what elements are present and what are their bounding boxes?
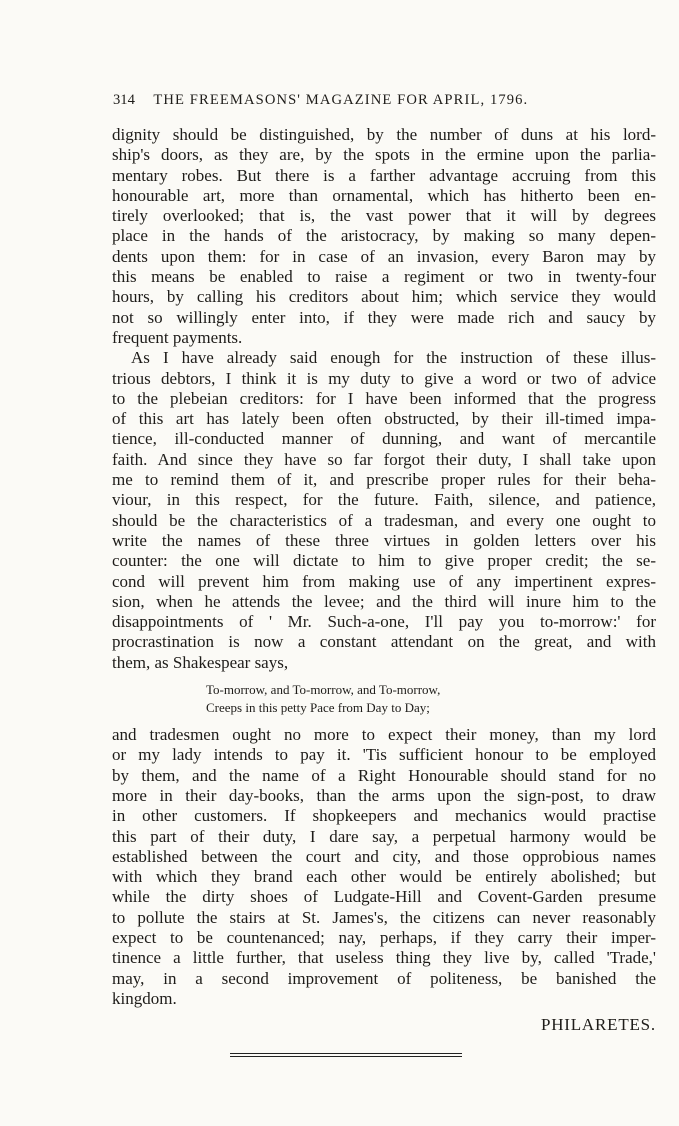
text-line: expect to be countenanced; nay, perhaps, if they carry their imper- — [112, 927, 656, 947]
text-line: ship's doors, as they are, by the spots in the ermine upon the parlia- — [112, 145, 656, 165]
text-line: honourable art, more than ornamental, which has hitherto been en- — [112, 185, 656, 205]
end-rule — [230, 1056, 462, 1057]
text-line: trious debtors, I think it is my duty to give a word or two of advice — [112, 368, 656, 388]
text-line: dents upon them: for in case of an invasion, every Baron may by — [112, 246, 656, 266]
shakespeare-quote — [112, 681, 656, 717]
text-line: As I have already said enough for the instruction of these illus- — [131, 348, 656, 368]
text-line: procrastination is now a constant attendant on the great, and with — [112, 632, 656, 652]
text-line: them, as Shakespear says, — [112, 652, 289, 672]
text-line: cond will prevent him from making use of any impertinent expres- — [112, 571, 656, 591]
text-line: established between the court and city, and those opprobious names — [112, 846, 656, 866]
text-line: to the plebeian creditors: for I have been informed that the progress — [112, 388, 656, 408]
text-line: tience, ill-conducted manner of dunning, and want of mercantile — [112, 429, 656, 449]
text-line: tirely overlooked; that is, the vast power that it will by degrees — [112, 206, 656, 226]
text-line: not so willingly enter into, if they were made rich and saucy by — [112, 307, 656, 327]
text-line: write the names of these three virtues in golden letters over his — [112, 530, 656, 550]
text-line: kingdom. — [112, 988, 177, 1008]
text-line: dignity should be distinguished, by the number of duns at his lord- — [112, 125, 656, 144]
paragraph-1 — [112, 125, 656, 348]
text-line: hours, by calling his creditors about him; which service they would — [112, 287, 656, 307]
text-line: more in their day-books, than the arms upon the sign-post, to draw — [112, 785, 656, 805]
text-line: this means be enabled to raise a regiment or two in twenty-four — [112, 267, 656, 287]
text-line: or my lady intends to pay it. 'Tis sufficient honour to be employed — [112, 745, 656, 765]
page-number: 314 — [113, 92, 135, 108]
running-header — [113, 92, 628, 109]
text-line: me to remind them of it, and prescribe proper rules for their beha- — [112, 470, 656, 490]
verse-line: To-morrow, and To-morrow, and To-morrow, — [206, 682, 441, 698]
text-line: mentary robes. But there is a farther advantage accruing from this — [112, 165, 656, 185]
text-line: tinence a little further, that useless thing they live by, called 'Trade,' — [112, 948, 656, 968]
text-line: by them, and the name of a Right Honourable should stand for no — [112, 765, 656, 785]
text-line: to pollute the stairs at St. James's, the citizens can never reasonably — [112, 907, 656, 927]
text-line: in other customers. If shopkeepers and mechanics would practise — [112, 806, 656, 826]
paragraph-2 — [112, 348, 656, 673]
end-rule — [230, 1053, 462, 1054]
text-line: place in the hands of the aristocracy, by making so many depen- — [112, 226, 656, 246]
text-line: while the dirty shoes of Ludgate-Hill and Covent-Garden presume — [112, 887, 656, 907]
text-line: this part of their duty, I dare say, a perpetual harmony would be — [112, 826, 656, 846]
text-line: should be the characteristics of a tradesman, and every one ought to — [112, 510, 656, 530]
paragraph-3 — [112, 725, 656, 1009]
text-line: counter: the one will dictate to him to give proper credit; the se- — [112, 551, 656, 571]
text-line: and tradesmen ought no more to expect their money, than my lord — [112, 725, 656, 745]
text-line: may, in a second improvement of politeness, be banished the — [112, 968, 656, 988]
text-line: viour, in this respect, for the future. Faith, silence, and patience, — [112, 490, 656, 510]
text-line: frequent payments. — [112, 327, 243, 347]
text-line: faith. And since they have so far forgot their duty, I shall take upon — [112, 449, 656, 469]
article-body — [112, 125, 656, 1035]
author-signature: PHILARETES. — [540, 1015, 656, 1035]
magazine-title: THE FREEMASONS' MAGAZINE FOR APRIL, 1796. — [153, 92, 529, 108]
text-line: disappointments of ' Mr. Such-a-one, I'll pay you to-morrow:' for — [112, 612, 656, 632]
text-line: sion, when he attends the levee; and the third will inure him to the — [112, 591, 656, 611]
text-line: of this art has lately been often obstructed, by their ill-timed impa- — [112, 409, 656, 429]
text-line: with which they brand each other would be entirely abolished; but — [112, 867, 656, 887]
verse-line: Creeps in this petty Pace from Day to Day; — [206, 700, 430, 716]
